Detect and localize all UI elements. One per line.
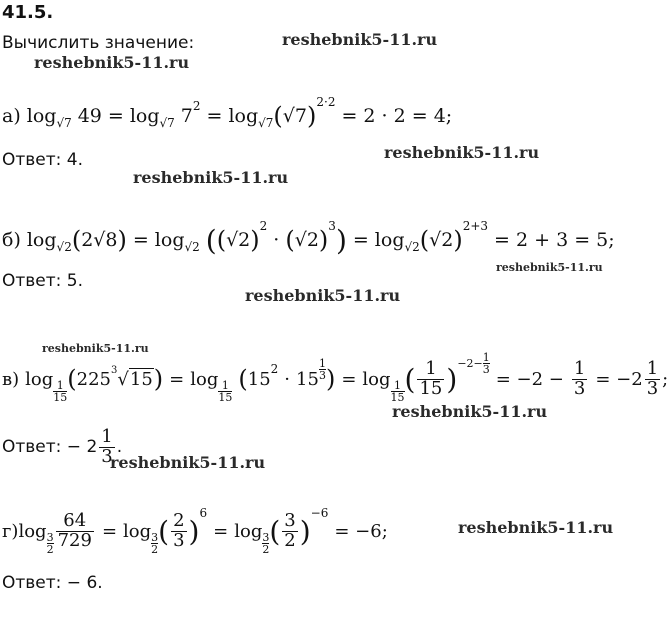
log-argument: 7 xyxy=(180,105,193,127)
result: = 2 · 2 = 4; xyxy=(341,105,453,127)
log-text: log xyxy=(234,520,263,542)
exponent: −2− $\frac{1}{3}$ xyxy=(457,350,490,376)
exponent: 6 xyxy=(199,506,208,521)
exponent: 2 xyxy=(192,99,201,113)
watermark: reshebnik5-11.ru xyxy=(34,53,190,72)
watermark: reshebnik5-11.ru xyxy=(282,30,438,49)
log-text: log xyxy=(18,520,47,542)
root-index: 3 xyxy=(111,364,118,376)
fraction: $\frac{1}{15}$ xyxy=(419,358,443,399)
watermark: reshebnik5-11.ru xyxy=(392,402,548,421)
log-text: log xyxy=(123,520,152,542)
power-base: 15 xyxy=(247,368,271,390)
log-base: √2 xyxy=(184,240,200,254)
equation-a: а) log √7 49 = log √7 7 2 = log √7 ( √7 ) 2·2 = 2 · 2 = 4; xyxy=(2,95,453,130)
log-base: 3 2 xyxy=(46,530,54,556)
log-base: √7 xyxy=(258,116,274,130)
fraction: $\frac{1}{3}$ xyxy=(573,358,586,399)
problem-number: 41.5. xyxy=(2,2,54,23)
watermark: reshebnik5-11.ru xyxy=(110,453,266,472)
result: = −2 xyxy=(595,368,643,390)
power-base: 15 xyxy=(296,368,319,390)
fraction: $\frac{2}{3}$ xyxy=(173,510,185,551)
log-argument: √7 xyxy=(282,105,307,127)
log-argument: √2 xyxy=(429,229,454,251)
log-text: log xyxy=(374,229,405,251)
log-text: log xyxy=(362,368,391,390)
log-base: 1 15 xyxy=(53,378,68,404)
log-text: log xyxy=(190,368,219,390)
equation-v: в) log 1 15 ( 225 3 √ 15 ) = log 1 15 ( 15 2 · 15 1 3 ) = log 1 15 ( $\frac{1}{15}$ ) −2− $\frac{1}{3}$ = −2 − $\frac{1}{3}$ = −2 $\frac{1}{3}$ ; xyxy=(2,350,668,404)
fraction: $\frac{1}{3}$ xyxy=(646,358,659,399)
inner-term: √2 xyxy=(226,229,251,251)
part-label: а) xyxy=(2,105,21,127)
part-label: б) xyxy=(2,229,21,251)
log-base: √2 xyxy=(404,240,420,254)
exponent: −6 xyxy=(310,506,329,521)
log-text: log xyxy=(26,229,57,251)
exponent: 3 xyxy=(328,219,336,233)
watermark: reshebnik5-11.ru xyxy=(245,286,401,305)
result: = −2 − xyxy=(495,368,564,390)
watermark: reshebnik5-11.ru xyxy=(384,143,540,162)
answer-g: Ответ: − 6. xyxy=(2,573,103,593)
task-statement: Вычислить значение: xyxy=(2,33,195,53)
log-base: √7 xyxy=(56,116,72,130)
log-text: log xyxy=(25,368,54,390)
log-base: √2 xyxy=(56,240,72,254)
fraction: $\frac{1}{3}$ xyxy=(101,426,113,467)
exponent: 1 3 xyxy=(318,356,326,382)
fraction: $\frac{64}{729}$ xyxy=(57,510,92,551)
result: = 2 + 3 = 5; xyxy=(494,229,615,251)
log-argument: 2√8 xyxy=(81,229,118,251)
log-text: log xyxy=(129,105,160,127)
log-text: log xyxy=(228,105,259,127)
exponent: 2·2 xyxy=(316,95,336,109)
log-base: 3 2 xyxy=(262,530,270,556)
answer-text: Ответ: − 2 xyxy=(2,437,98,458)
log-base: 1 15 xyxy=(218,378,233,404)
watermark: reshebnik5-11.ru xyxy=(42,342,149,355)
exponent: 2 xyxy=(270,362,279,377)
log-text: log xyxy=(26,105,57,127)
answer-b: Ответ: 5. xyxy=(2,271,84,291)
watermark: reshebnik5-11.ru xyxy=(496,261,603,274)
exponent: 2+3 xyxy=(462,219,489,233)
watermark: reshebnik5-11.ru xyxy=(133,168,289,187)
equation-g: г) log 3 2 $\frac{64}{729}$ = log 3 2 ( $\frac{2}{3}$ ) 6 = log 3 2 ( $\frac{3}{2}$ ) −6 = −6; xyxy=(2,506,388,556)
part-label: г) xyxy=(2,520,19,542)
fraction: $\frac{3}{2}$ xyxy=(284,510,296,551)
equation-b: б) log √2 ( 2√8 ) = log √2 ( ( √2 ) 2 · ( √2 ) 3 ) = log √2 ( √2 ) 2+3 = 2 + 3 = 5; xyxy=(2,219,615,257)
log-text: log xyxy=(154,229,185,251)
log-base: √7 xyxy=(159,116,175,130)
log-base: 1 15 xyxy=(390,378,405,404)
watermark: reshebnik5-11.ru xyxy=(458,518,614,537)
log-argument: 225 xyxy=(76,368,112,390)
result: = −6; xyxy=(334,520,388,542)
exponent: 2 xyxy=(259,219,268,233)
log-argument: 49 xyxy=(77,105,102,127)
root-argument: 15 xyxy=(129,369,153,391)
log-base: 3 2 xyxy=(151,530,159,556)
inner-term: √2 xyxy=(294,229,319,251)
answer-a: Ответ: 4. xyxy=(2,150,84,170)
part-label: в) xyxy=(2,368,20,390)
answer-v: Ответ: − 2 $\frac{1}{3}$ . xyxy=(2,426,123,467)
